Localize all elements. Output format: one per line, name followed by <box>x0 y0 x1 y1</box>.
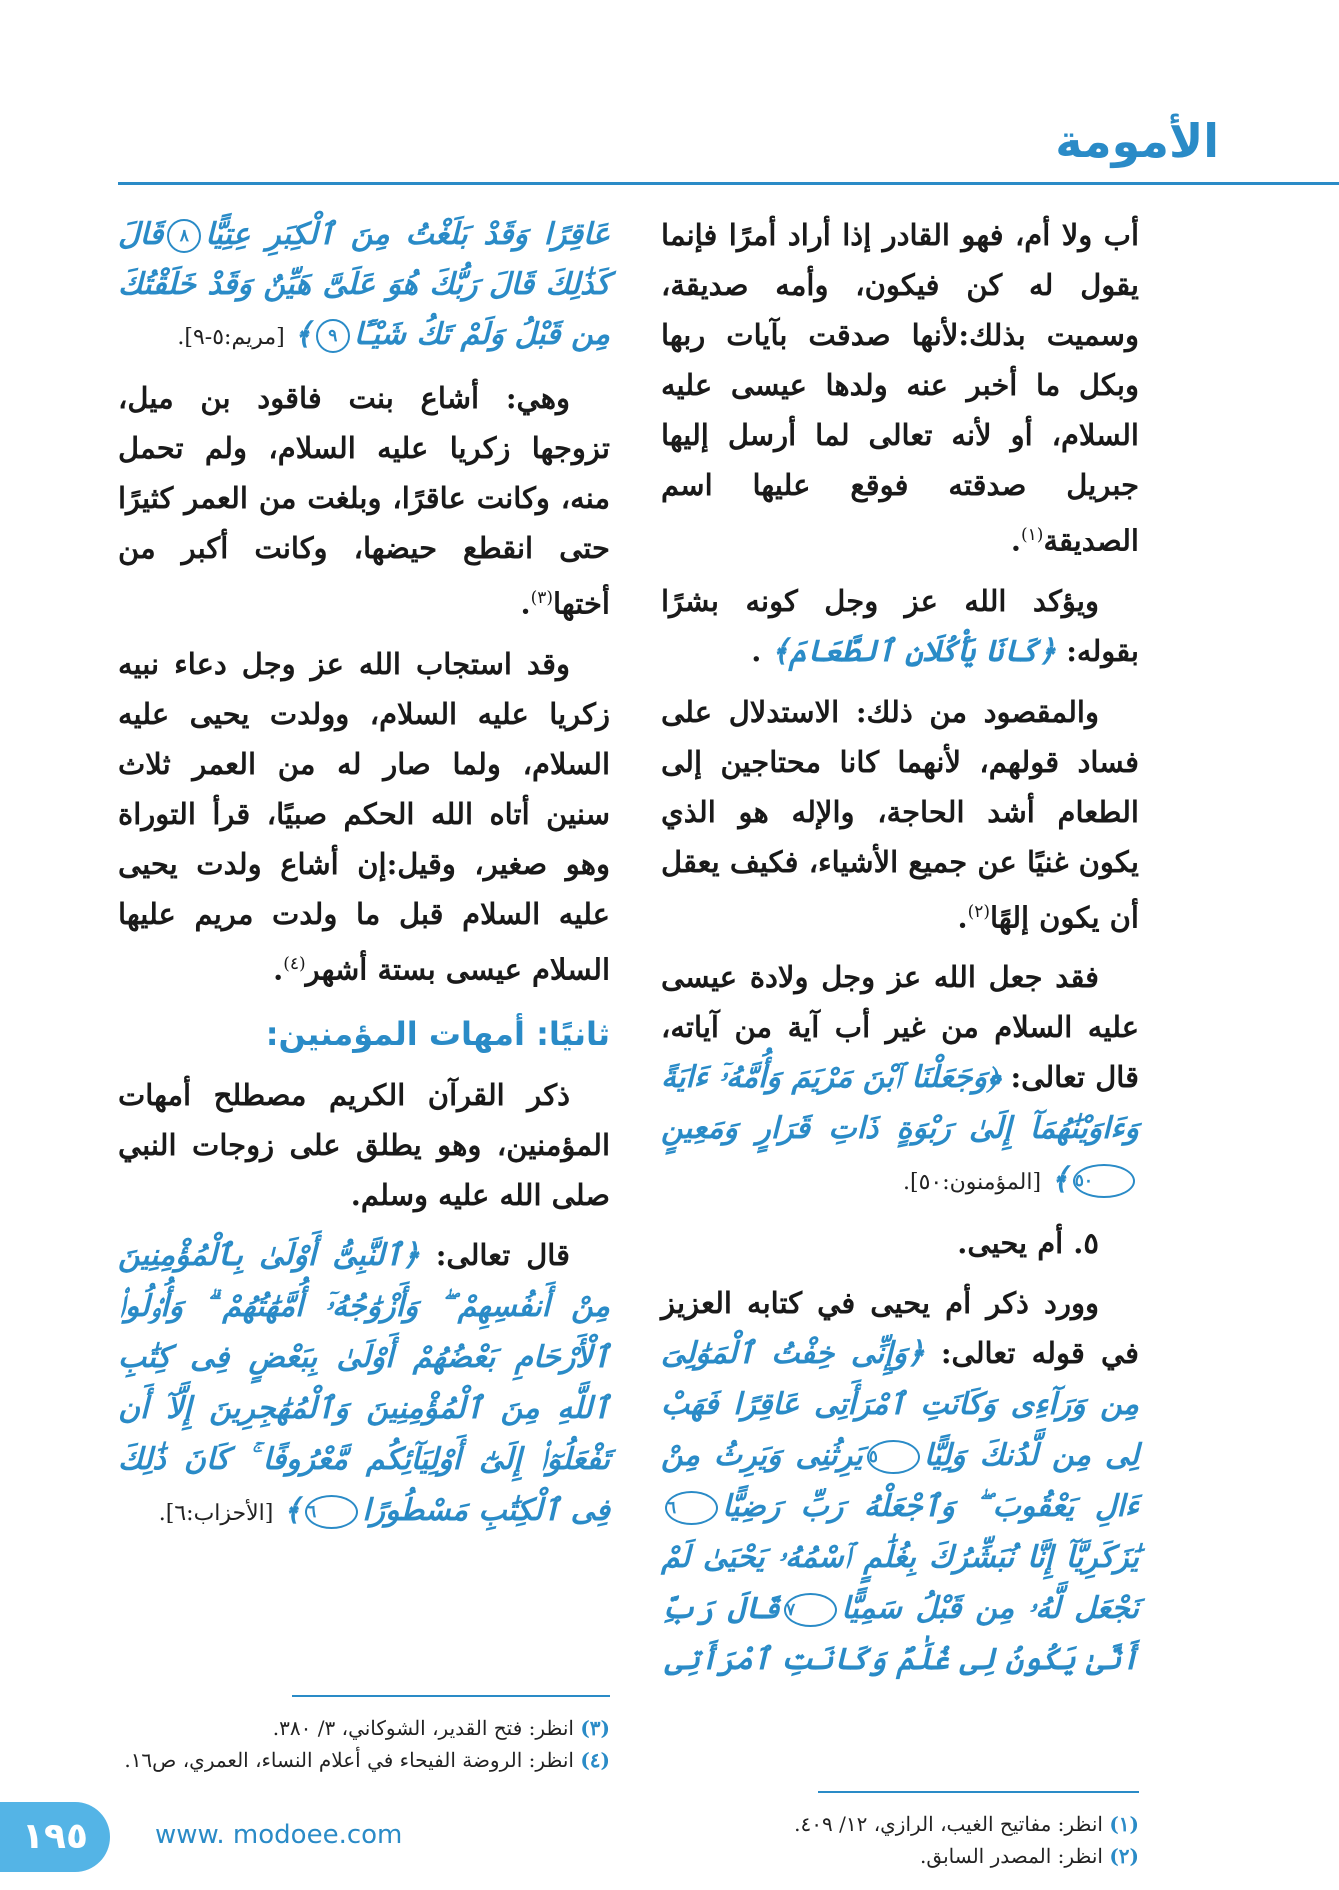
list-item: ٥. أم يحيى. <box>957 1226 1099 1261</box>
verse-block <box>118 210 610 363</box>
paragraph: ويؤكد الله عز وجل كونه بشرًا بقوله: ﴿كَانَا يَأْكُلَانِ ٱلطَّعَامَ﴾ . <box>661 583 1139 669</box>
footnote <box>118 1744 610 1776</box>
footnote-number: (٢) <box>1109 1844 1139 1868</box>
footnote-marker[interactable]: (٣) <box>530 588 554 608</box>
footnote-marker[interactable]: (١) <box>1021 525 1044 545</box>
ayah-number: ٩ <box>316 319 350 353</box>
footnote <box>661 1840 1139 1872</box>
verse-reference: [المؤمنون:٥٠]. <box>902 1170 1042 1196</box>
footnote-number: (٣) <box>580 1716 610 1740</box>
footnote-text: انظر: فتح القدير، الشوكاني، ٣/ ٣٨٠. <box>272 1716 574 1740</box>
ayah-number: ٥ <box>867 1440 920 1474</box>
paragraph: ذكر القرآن الكريم مصطلح أمهات المؤمنين، وهو يطلق على زوجات النبي صلى الله عليه وسلم. <box>118 1078 610 1213</box>
paragraph: وقد استجاب الله عز وجل دعاء نبيه زكريا عليه السلام، وولدت يحيى عليه السلام، ولما صار له من العمر ثلاث سنين أتاه الله الحكم صبيًا، قرأ التوراة وهو صغير، وقيل:إن أشاع ولدت يحيى عليه السلام قبل ما ولدت مريم عليها السلام عيسى بستة أشهر$^{(٤)}$. <box>118 646 610 987</box>
page-number: ١٩٥ <box>0 1802 110 1872</box>
ayah-number: ٦ <box>305 1495 358 1529</box>
footnote-number: (٤) <box>580 1748 610 1772</box>
paragraph: أب ولا أم، فهو القادر إذا أراد أمرًا فإنما يقول له كن فيكون، وأمه صديقة، وسميت بذلك:لأنها صدقت بآيات ربها وبكل ما أخبر عنه ولدها عيسى عليه السلام، أو لأنه تعالى لما أرسل إليها جبريل صدقته فوقع عليها اسم الصديقة$^{(١)}$. <box>661 218 1139 558</box>
ayah-number: ٥٠ <box>1073 1164 1135 1198</box>
paragraph: وورد ذكر أم يحيى في كتابه العزيز في قوله تعالى: ﴿وَإِنِّى خِفْتُ ٱلْمَوَٰلِىَ مِن وَرَآءِى وَكَانَتِ ٱمْرَأَتِى عَاقِرًا فَهَبْ لِى مِن لَّدُنكَ وَلِيًّا٥يَرِثُنِى وَيَرِثُ مِنْ ءَالِ يَعْقُوبَ ۖ وَٱجْعَلْهُ رَبِّ رَضِيًّا٦يَٰزَكَرِيَّآ إِنَّا نُبَشِّرُكَ بِغُلَٰمٍ ٱسْمُهُۥ يَحْيَىٰ لَمْ نَجْعَل لَّهُۥ مِن قَبْلُ سَمِيًّا٧قَالَ رَبِّ أَنَّىٰ يَكُونُ لِى غُلَٰمٌ وَكَانَتِ ٱمْرَأَتِى <box>661 1286 1139 1678</box>
footnote-text: انظر: المصدر السابق. <box>920 1844 1103 1868</box>
quran-verse: ﴿وَإِنِّى خِفْتُ ٱلْمَوَٰلِىَ مِن وَرَآءِى وَكَانَتِ ٱمْرَأَتِى عَاقِرًا فَهَبْ لِى مِن لَّدُنكَ وَلِيًّا٥يَرِثُنِى وَيَرِثُ مِنْ ءَالِ يَعْقُوبَ ۖ وَٱجْعَلْهُ رَبِّ رَضِيًّا٦يَٰزَكَرِيَّآ إِنَّا نُبَشِّرُكَ بِغُلَٰمٍ ٱسْمُهُۥ يَحْيَىٰ لَمْ نَجْعَل لَّهُۥ مِن قَبْلُ سَمِيًّا٧قَالَ رَبِّ أَنَّىٰ يَكُونُ لِى غُلَٰمٌ وَكَانَتِ ٱمْرَأَتِى <box>661 1336 1139 1678</box>
ayah-number: ٧ <box>784 1593 837 1627</box>
footnotes-left <box>118 1712 610 1776</box>
footnote-text: انظر: مفاتيح الغيب، الرازي، ١٢/ ٤٠٩. <box>794 1812 1103 1836</box>
paragraph: فقد جعل الله عز وجل ولادة عيسى عليه السلام من غير أب آية من آياته، قال تعالى: ﴿وَجَعَلْنَا ٱبْنَ مَرْيَمَ وَأُمَّهُۥٓ ءَايَةً وَءَاوَيْنَٰهُمَآ إِلَىٰ رَبْوَةٍ ذَاتِ قَرَارٍ وَمَعِينٍ٥٠﴾ [المؤمنون:٥٠]. <box>661 960 1139 1198</box>
section-heading: ثانيًا: أمهات المؤمنين: <box>265 1015 610 1054</box>
ayah-number: ٦ <box>665 1491 718 1525</box>
quran-verse: ﴿وَجَعَلْنَا ٱبْنَ مَرْيَمَ وَأُمَّهُۥٓ ءَايَةً وَءَاوَيْنَٰهُمَآ إِلَىٰ رَبْوَةٍ ذَاتِ قَرَارٍ وَمَعِينٍ٥٠﴾ <box>661 1060 1139 1198</box>
header-rule <box>118 182 1339 185</box>
website-link[interactable]: www. modoee.com <box>155 1820 403 1850</box>
footnote-marker[interactable]: (٤) <box>283 953 306 974</box>
quran-verse: ﴿ٱلنَّبِىُّ أَوْلَىٰ بِٱلْمُؤْمِنِينَ مِنْ أَنفُسِهِمْ ۖ وَأَزْوَٰجُهُۥٓ أُمَّهَٰتُهُمْ ۗ وَأُو۟لُوا۟ ٱلْأَرْحَامِ بَعْضُهُمْ أَوْلَىٰ بِبَعْضٍ فِى كِتَٰبِ ٱللَّهِ مِنَ ٱلْمُؤْمِنِينَ وَٱلْمُهَٰجِرِينَ إِلَّآ أَن تَفْعَلُوٓا۟ إِلَىٰٓ أَوْلِيَآئِكُم مَّعْرُوفًا ۚ كَانَ ذَٰلِكَ فِى ٱلْكِتَٰبِ مَسْطُورًا٦﴾ <box>118 1238 610 1529</box>
footnote-divider <box>292 1695 610 1697</box>
ayah-number: ٨ <box>167 219 201 253</box>
footnote-marker[interactable]: (٢) <box>967 901 990 922</box>
footnote <box>661 1808 1139 1840</box>
footnote-divider <box>818 1791 1139 1793</box>
running-title: الأمومة <box>1055 114 1219 168</box>
verse-reference: [مريم:٥-٩]. <box>177 325 285 350</box>
paragraph: قال تعالى: ﴿ٱلنَّبِىُّ أَوْلَىٰ بِٱلْمُؤْمِنِينَ مِنْ أَنفُسِهِمْ ۖ وَأَزْوَٰجُهُۥٓ أُمَّهَٰتُهُمْ ۗ وَأُو۟لُوا۟ ٱلْأَرْحَامِ بَعْضُهُمْ أَوْلَىٰ بِبَعْضٍ فِى كِتَٰبِ ٱللَّهِ مِنَ ٱلْمُؤْمِنِينَ وَٱلْمُهَٰجِرِينَ إِلَّآ أَن تَفْعَلُوٓا۟ إِلَىٰٓ أَوْلِيَآئِكُم مَّعْرُوفًا ۚ كَانَ ذَٰلِكَ فِى ٱلْكِتَٰبِ مَسْطُورًا٦﴾ [الأحزاب:٦]. <box>118 1238 610 1529</box>
right-column <box>661 210 1139 1695</box>
footnotes-right <box>661 1808 1139 1872</box>
paragraph: والمقصود من ذلك: الاستدلال على فساد قولهم، لأنهما كانا محتاجين إلى الطعام أشد الحاجة، والإله هو الذي يكون غنيًا عن جميع الأشياء، فكيف يعقل أن يكون إلهًا$^{(٢)}$. <box>661 694 1139 935</box>
footnote-number: (١) <box>1109 1812 1139 1836</box>
paragraph: وهي: أشاع بنت فاقود بن ميل، تزوجها زكريا عليه السلام، ولم تحمل منه، وكانت عاقرًا، وبلغت من العمر كثيرًا حتى انقطع حيضها، وكانت أكبر من أختها$^{(٣)}$. <box>118 381 610 621</box>
footnote <box>118 1712 610 1744</box>
quran-verse: عَاقِرًا وَقَدْ بَلَغْتُ مِنَ ٱلْكِبَرِ عِتِيًّا٨قَالَ كَذَٰلِكَ قَالَ رَبُّكَ هُوَ عَلَىَّ هَيِّنٌ وَقَدْ خَلَقْتُكَ مِن قَبْلُ وَلَمْ تَكُ شَيْـًٔا٩﴾ <box>118 217 610 352</box>
footnote-text: انظر: الروضة الفيحاء في أعلام النساء، العمري، ص١٦. <box>124 1748 574 1772</box>
left-column <box>118 210 610 1549</box>
verse-reference: [الأحزاب:٦]. <box>158 1501 274 1527</box>
quran-verse: ﴿كَانَا يَأْكُلَانِ ٱلطَّعَامَ﴾ <box>771 633 1057 669</box>
